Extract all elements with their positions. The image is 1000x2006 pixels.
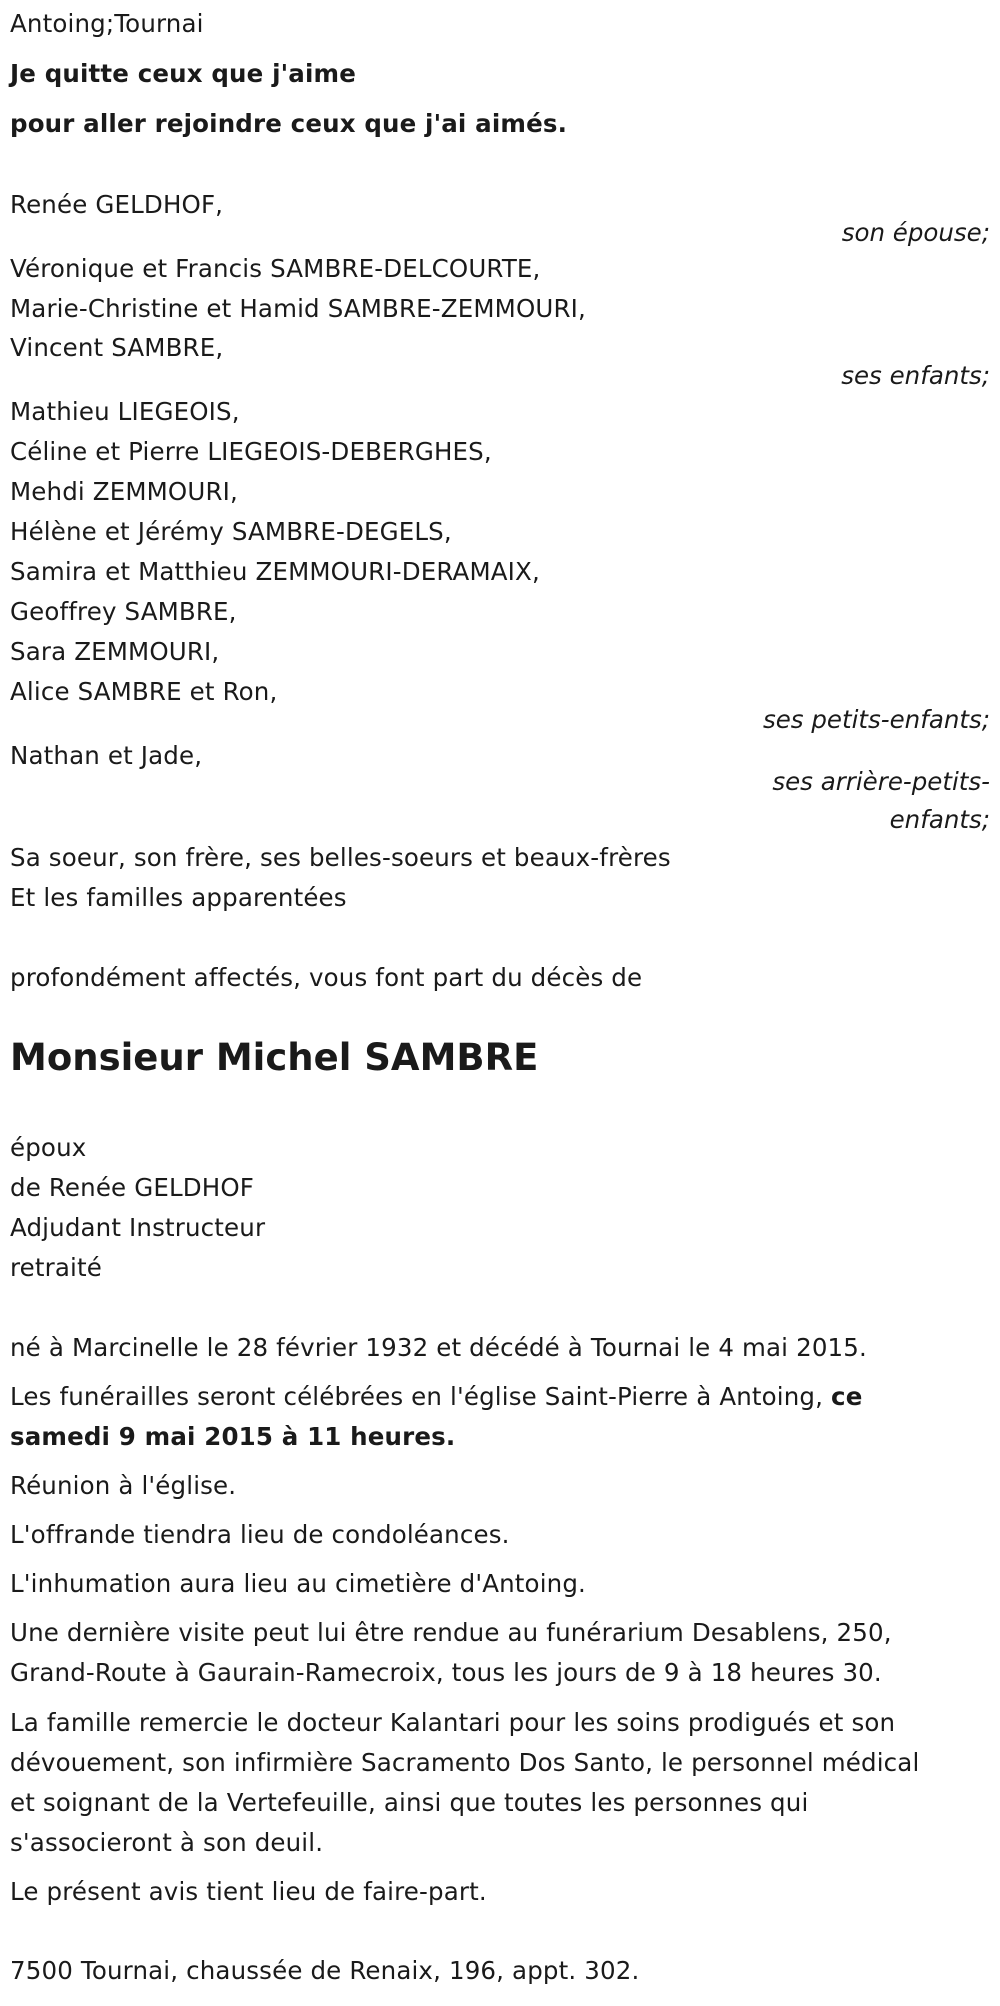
deceased-detail: retraité: [10, 1253, 102, 1282]
grandchild-name: Mathieu LIEGEOIS,: [10, 397, 240, 426]
funeral-date: samedi 9 mai 2015 à 11 heures.: [10, 1422, 456, 1451]
quote-line-1: Je quitte ceux que j'aime: [10, 59, 356, 88]
thanks-line-1: La famille remercie le docteur Kalantari pour les soins prodigués et son: [10, 1708, 896, 1737]
visit-line-2: Grand-Route à Gaurain-Ramecroix, tous les jours de 9 à 18 heures 30.: [10, 1658, 882, 1687]
offrande-note: L'offrande tiendra lieu de condoléances.: [10, 1520, 510, 1549]
funeral-date-start: ce: [831, 1382, 863, 1411]
grandchild-name: Sara ZEMMOURI,: [10, 637, 220, 666]
deceased-detail: de Renée GELDHOF: [10, 1173, 255, 1202]
family-line-2: Et les familles apparentées: [10, 883, 347, 912]
grandchild-name: Alice SAMBRE et Ron,: [10, 677, 278, 706]
child-name: Marie-Christine et Hamid SAMBRE-ZEMMOURI,: [10, 294, 586, 323]
reunion-note: Réunion à l'église.: [10, 1471, 237, 1500]
faire-part-note: Le présent avis tient lieu de faire-part.: [10, 1877, 487, 1906]
family-line-1: Sa soeur, son frère, ses belles-soeurs et beaux-frères: [10, 843, 671, 872]
thanks-line-3: et soignant de la Vertefeuille, ainsi que toutes les personnes qui: [10, 1788, 809, 1817]
great-grandchildren-relation-2: enfants;: [889, 805, 990, 834]
grandchild-name: Céline et Pierre LIEGEOIS-DEBERGHES,: [10, 437, 492, 466]
funeral-line-1: [10, 1379, 862, 1415]
visit-line-1: Une dernière visite peut lui être rendue au funérarium Desablens, 250,: [10, 1618, 892, 1647]
children-relation: ses enfants;: [841, 361, 990, 390]
grandchildren-relation: ses petits-enfants;: [762, 705, 990, 734]
thanks-line-4: s'associeront à son deuil.: [10, 1828, 324, 1857]
child-name: Vincent SAMBRE,: [10, 333, 224, 362]
grandchild-name: Geoffrey SAMBRE,: [10, 597, 237, 626]
inhumation-note: L'inhumation aura lieu au cimetière d'Antoing.: [10, 1569, 586, 1598]
birth-death: né à Marcinelle le 28 février 1932 et décédé à Tournai le 4 mai 2015.: [10, 1333, 867, 1362]
address: 7500 Tournai, chaussée de Renaix, 196, appt. 302.: [10, 1956, 640, 1985]
grandchild-name: Hélène et Jérémy SAMBRE-DEGELS,: [10, 517, 452, 546]
location-header: Antoing;Tournai: [10, 9, 204, 38]
thanks-line-2: dévouement, son infirmière Sacramento Dos Santo, le personnel médical: [10, 1748, 920, 1777]
spouse-relation: son épouse;: [841, 218, 990, 247]
spouse-name: Renée GELDHOF,: [10, 190, 224, 219]
grandchild-name: Mehdi ZEMMOURI,: [10, 477, 238, 506]
deceased-name: Monsieur Michel SAMBRE: [10, 1036, 539, 1079]
deceased-detail: époux: [10, 1133, 87, 1162]
great-grandchild-name: Nathan et Jade,: [10, 741, 203, 770]
great-grandchildren-relation-1: ses arrière-petits-: [772, 767, 990, 796]
child-name: Véronique et Francis SAMBRE-DELCOURTE,: [10, 254, 541, 283]
deceased-detail: Adjudant Instructeur: [10, 1213, 266, 1242]
announcement: profondément affectés, vous font part du décès de: [10, 963, 643, 992]
grandchild-name: Samira et Matthieu ZEMMOURI-DERAMAIX,: [10, 557, 540, 586]
quote-line-2: pour aller rejoindre ceux que j'ai aimés.: [10, 109, 568, 138]
funeral-text: Les funérailles seront célébrées en l'église Saint-Pierre à Antoing,: [10, 1382, 832, 1411]
